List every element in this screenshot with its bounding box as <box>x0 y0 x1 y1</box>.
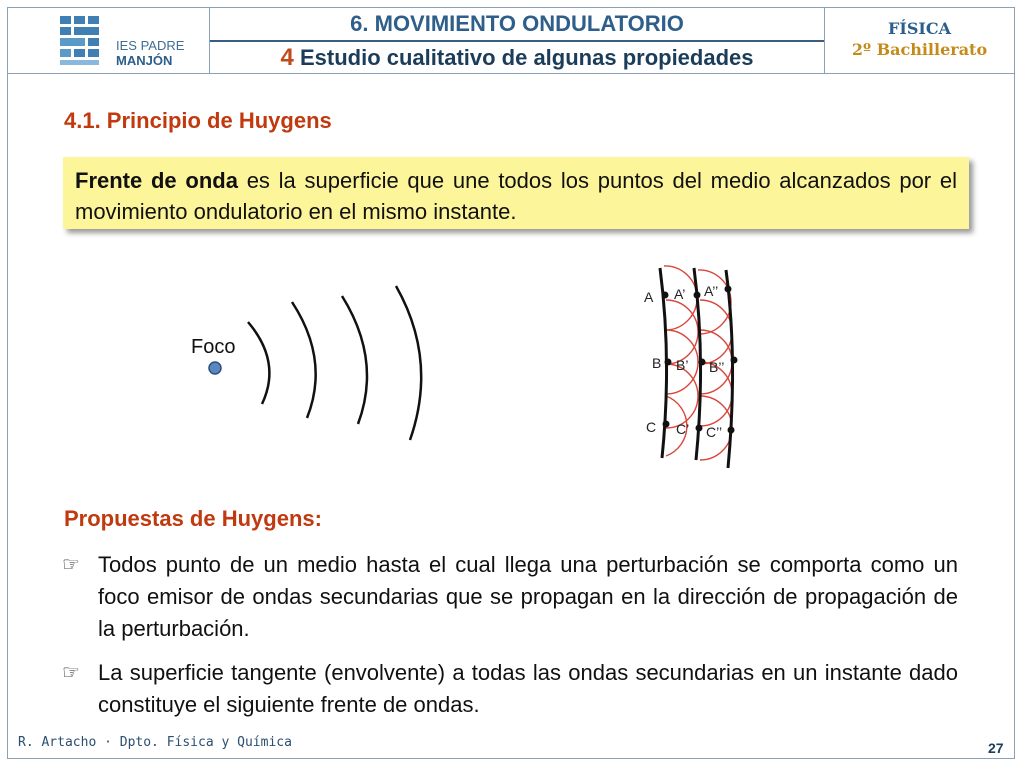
point-label-b2: B’’ <box>709 359 725 375</box>
wavefront-2 <box>292 302 316 418</box>
school-name-line2: MANJÓN <box>116 53 173 68</box>
point-label-a1: A’ <box>674 286 686 302</box>
wavefront-3 <box>342 296 367 424</box>
point-label-b1: B’ <box>676 357 689 373</box>
footer-author: R. Artacho · Dpto. Física y Química <box>18 735 292 750</box>
point-label-c: C <box>646 419 657 435</box>
page-number: 27 <box>988 740 1004 756</box>
section-title: Estudio cualitativo de algunas propiedades <box>299 45 754 70</box>
wavefront-1 <box>248 322 269 404</box>
subject-label: FÍSICA <box>887 19 952 38</box>
pointing-hand-icon: ☞ <box>62 554 80 576</box>
subsection-title: 4.1. Principio de Huygens <box>64 108 332 133</box>
point-label-c2: C’’ <box>706 424 723 440</box>
unit-title: 6. MOVIMIENTO ONDULATORIO <box>210 8 824 42</box>
wavefront-4 <box>396 286 421 440</box>
focus-point <box>209 362 221 374</box>
definition-term: Frente de onda <box>75 168 238 193</box>
point-label-a: A <box>644 289 654 305</box>
point-label-a2: A’’ <box>704 283 719 299</box>
point-label-c1: C’ <box>676 421 690 437</box>
focus-label: Foco <box>191 336 236 358</box>
bullet-item <box>62 657 958 721</box>
level-label: 2º Bachillerato <box>851 40 988 59</box>
definition-text: es la superficie que une todos los puntos del medio alcanzados por el movimiento ondulatorio en el mismo instante. <box>75 168 957 224</box>
bullet-text: La superficie tangente (envolvente) a todas las ondas secundarias en un instante dado constituye el siguiente frente de ondas. <box>98 660 958 717</box>
bullet-text: Todos punto de un medio hasta el cual llega una perturbación se comporta como un foco emisor de ondas secundarias que se propagan en la dirección de propagación de la perturbación. <box>98 552 958 641</box>
bullet-item <box>62 549 958 645</box>
school-name-line1: IES PADRE <box>116 38 185 53</box>
section-number: 4 <box>280 44 294 71</box>
pointing-hand-icon: ☞ <box>62 662 80 684</box>
proposals-title: Propuestas de Huygens: <box>64 506 322 531</box>
point-label-b: B <box>652 355 662 371</box>
